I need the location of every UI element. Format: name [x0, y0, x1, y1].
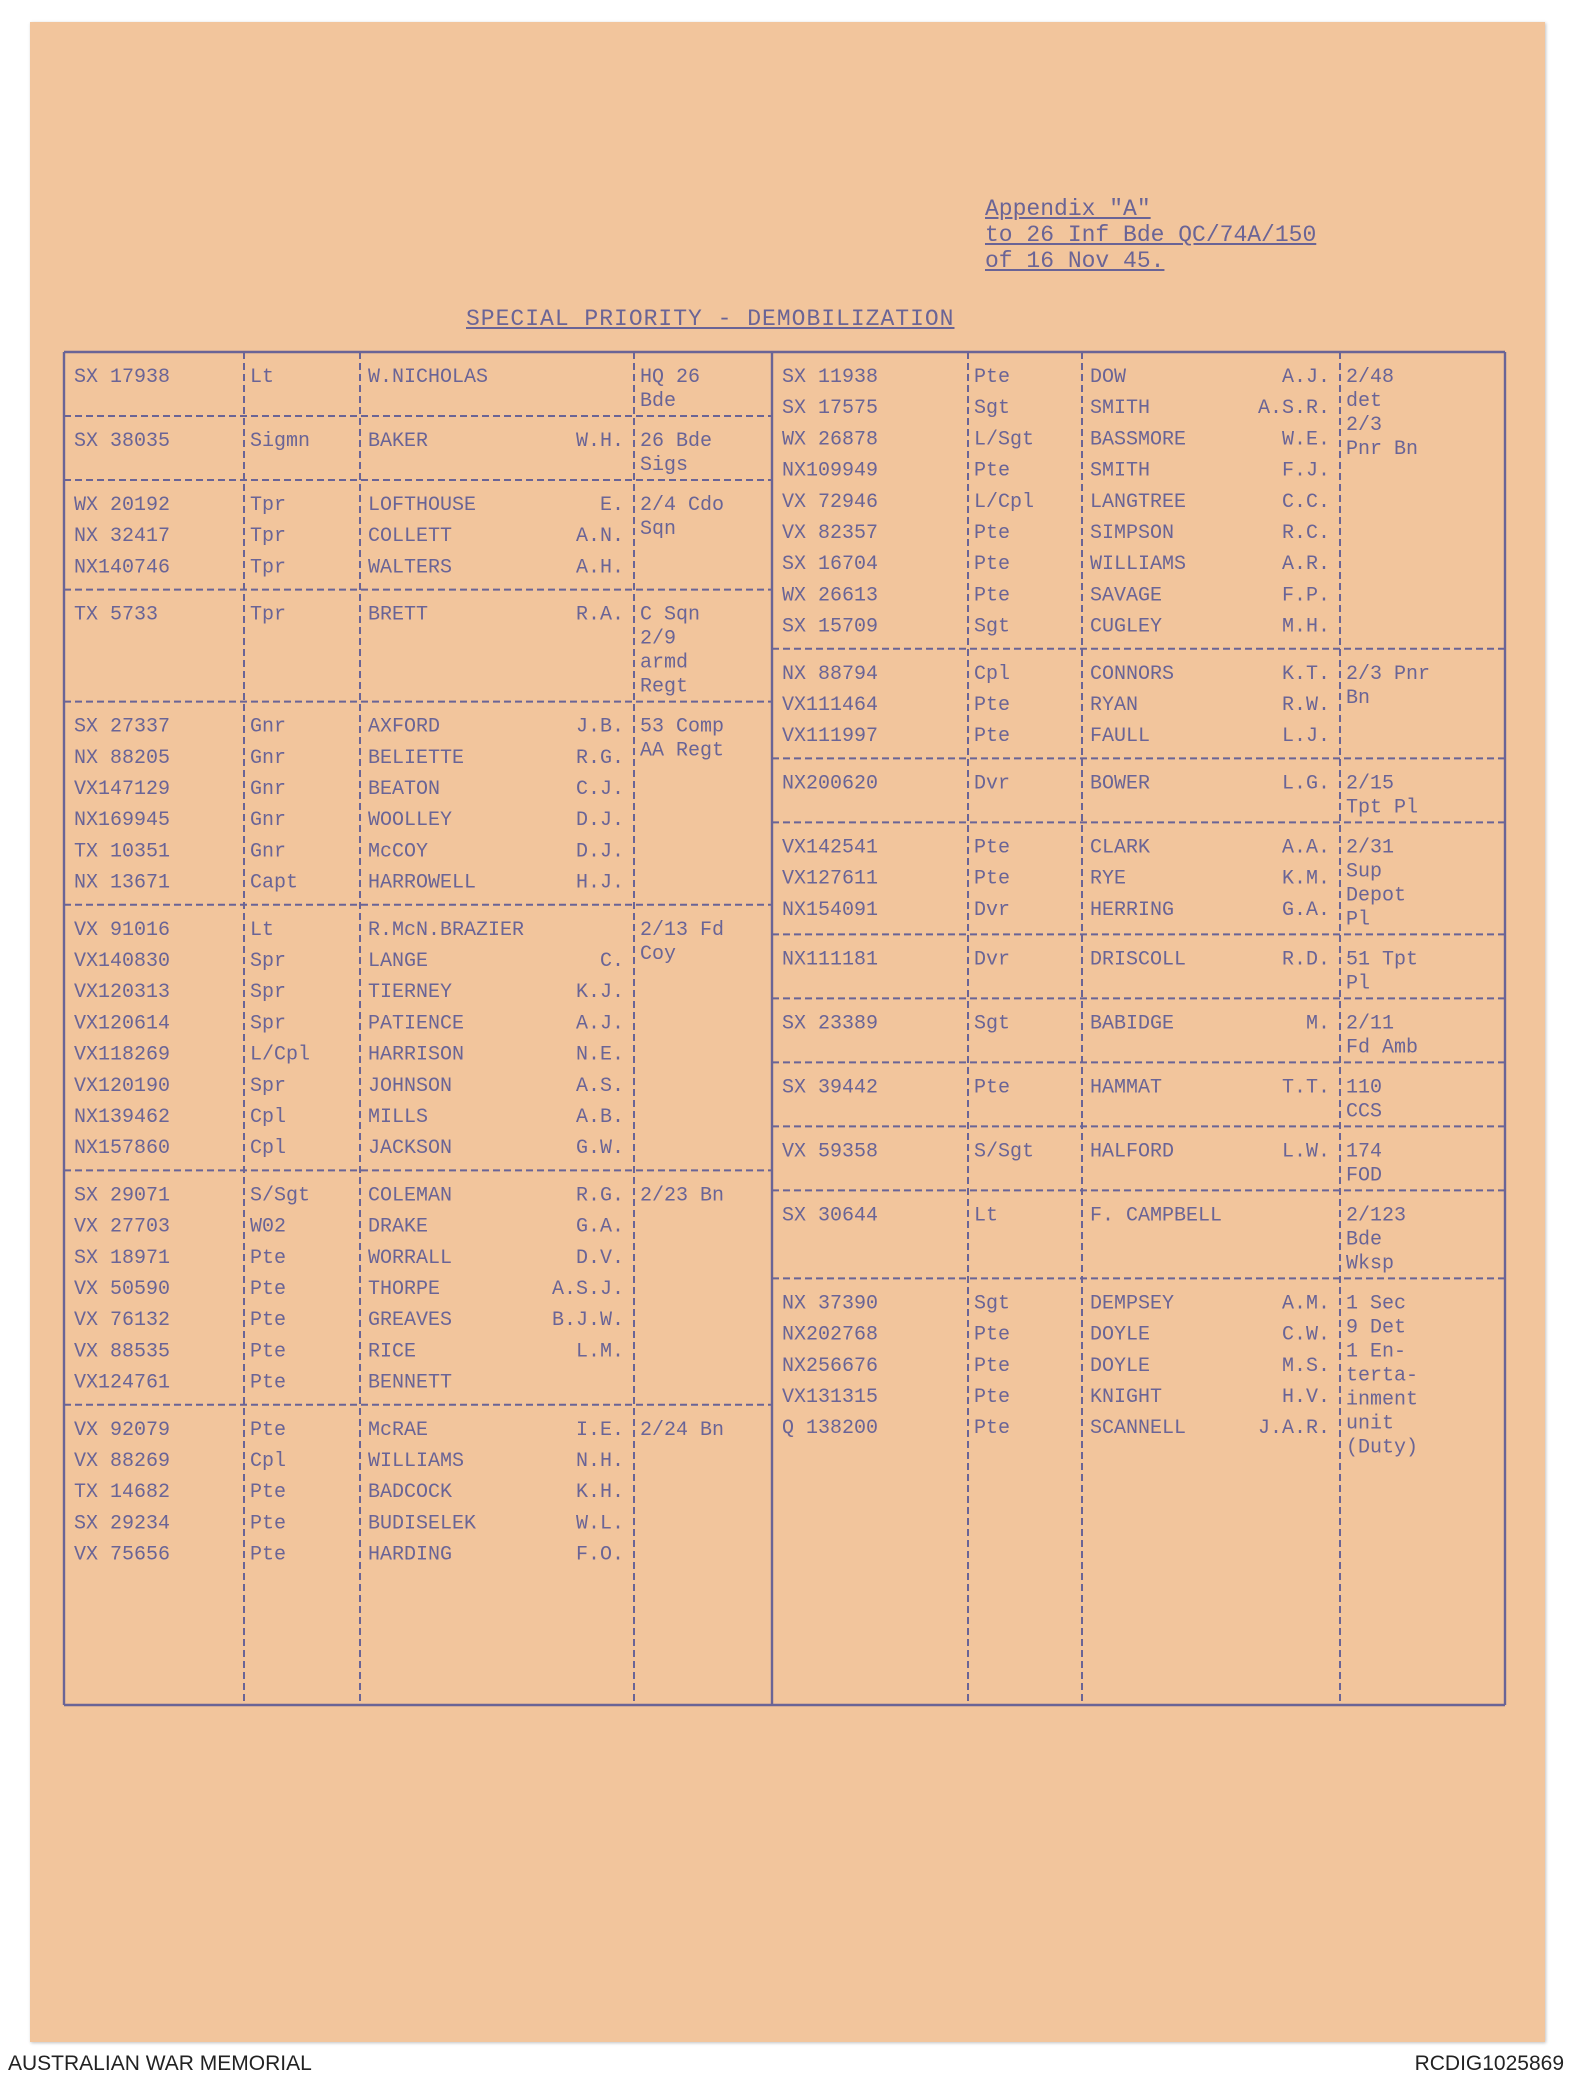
initials: R.D. — [1281, 948, 1330, 972]
initials: A.N. — [575, 525, 624, 549]
rank: L/Cpl — [974, 490, 1035, 514]
surname: COLLETT — [368, 525, 453, 549]
surname: WALTERS — [368, 556, 453, 580]
service-number: WX 20192 — [74, 494, 171, 517]
surname: JOHNSON — [368, 1074, 453, 1098]
surname: SIMPSON — [1090, 522, 1175, 545]
rank: Pte — [974, 1323, 1011, 1347]
unit-label: C Sqn — [640, 603, 701, 627]
rank: Pte — [974, 1354, 1011, 1378]
initials: R.A. — [575, 603, 624, 627]
surname: KNIGHT — [1090, 1386, 1163, 1409]
unit-label: Sqn — [640, 518, 677, 541]
service-number: WX 26878 — [782, 428, 879, 452]
surname: WORRALL — [368, 1246, 453, 1270]
rank: Lt — [250, 918, 275, 942]
surname: AXFORD — [368, 715, 441, 739]
rank: Cpl — [250, 1450, 287, 1473]
rank: Pte — [974, 836, 1011, 860]
initials: K.H. — [575, 1481, 624, 1505]
service-number: VX111997 — [782, 725, 879, 749]
service-number: NX 88205 — [74, 746, 171, 770]
unit-label: CCS — [1346, 1100, 1383, 1124]
service-number: VX131315 — [782, 1386, 879, 1409]
service-number: SX 11938 — [782, 366, 879, 389]
unit-label: armd — [640, 651, 689, 675]
unit-label: 2/11 — [1346, 1012, 1395, 1036]
surname: HARRISON — [368, 1043, 465, 1067]
service-number: Q 138200 — [782, 1417, 879, 1441]
unit-label: AA Regt — [640, 739, 725, 763]
initials: A.A. — [1281, 836, 1330, 860]
service-number: VX 50590 — [74, 1278, 171, 1301]
unit-label: 1 En- — [1346, 1340, 1407, 1364]
rank: Pte — [250, 1340, 287, 1364]
unit-label: 2/48 — [1346, 366, 1395, 389]
initials: K.T. — [1281, 662, 1330, 686]
rank: Sgt — [974, 1012, 1011, 1036]
initials: L.M. — [575, 1340, 624, 1364]
surname: JACKSON — [368, 1137, 453, 1161]
surname: W.NICHOLAS — [368, 366, 489, 389]
unit-label: 53 Comp — [640, 715, 725, 739]
unit-label: terta- — [1346, 1364, 1419, 1388]
service-number: SX 29234 — [74, 1512, 171, 1536]
unit-label: 1 Sec — [1346, 1292, 1407, 1316]
unit-label: Pl — [1346, 908, 1371, 932]
unit-label: 2/3 — [1346, 414, 1383, 437]
service-number: VX127611 — [782, 867, 879, 891]
surname: SAVAGE — [1090, 584, 1163, 608]
initials: W.L. — [575, 1512, 624, 1536]
unit-label: Pnr Bn — [1346, 438, 1419, 461]
rank: S/Sgt — [250, 1184, 311, 1208]
service-number: VX 75656 — [74, 1543, 171, 1567]
surname: RICE — [368, 1340, 417, 1364]
initials: G.A. — [575, 1215, 624, 1239]
appendix-line: Appendix "A" — [985, 196, 1151, 222]
service-number: SX 15709 — [782, 615, 879, 639]
initials: J.B. — [575, 715, 624, 739]
surname: BEATON — [368, 778, 441, 801]
unit-label: Sigs — [640, 454, 689, 477]
archive-footer — [0, 2048, 1572, 2081]
initials: W.E. — [1281, 428, 1330, 452]
surname: McCOY — [368, 840, 429, 864]
rank: Spr — [250, 1074, 287, 1098]
surname: SMITH — [1090, 397, 1151, 421]
surname: CONNORS — [1090, 662, 1175, 686]
unit-label: 2/23 Bn — [640, 1184, 725, 1208]
rank: Gnr — [250, 809, 287, 833]
service-number: SX 39442 — [782, 1076, 879, 1100]
rank: Pte — [250, 1418, 287, 1442]
unit-label: Coy — [640, 942, 677, 966]
footer-id: RCDIG1025869 — [1414, 2052, 1564, 2075]
unit-label: unit — [1346, 1412, 1395, 1436]
initials: D.J. — [575, 840, 624, 864]
surname: HALFORD — [1090, 1140, 1175, 1164]
footer-source: AUSTRALIAN WAR MEMORIAL — [8, 2052, 312, 2075]
service-number: VX 92079 — [74, 1418, 171, 1442]
rank: Pte — [974, 725, 1011, 749]
initials: N.E. — [575, 1043, 624, 1067]
initials: J.A.R. — [1257, 1417, 1330, 1441]
rank: Lt — [250, 366, 275, 389]
initials: G.A. — [1281, 898, 1330, 922]
unit-label: 2/15 — [1346, 772, 1395, 796]
initials: C.C. — [1281, 490, 1330, 514]
initials: I.E. — [575, 1418, 624, 1442]
rank: Spr — [250, 981, 287, 1005]
unit-label: 2/31 — [1346, 836, 1395, 860]
unit-label: 110 — [1346, 1076, 1383, 1100]
initials: A.M. — [1281, 1292, 1330, 1316]
surname: CLARK — [1090, 836, 1151, 860]
surname: BUDISELEK — [368, 1512, 477, 1536]
initials: F.P. — [1281, 584, 1330, 608]
unit-label: 2/9 — [640, 627, 677, 651]
surname: DEMPSEY — [1090, 1292, 1175, 1316]
rank: Pte — [974, 694, 1011, 717]
initials: B.J.W. — [551, 1309, 624, 1333]
rank: Tpr — [250, 525, 287, 549]
unit-label: Regt — [640, 675, 689, 699]
appendix-line: of 16 Nov 45. — [985, 248, 1165, 274]
unit-label: Tpt Pl — [1346, 796, 1419, 820]
initials: M.S. — [1281, 1354, 1330, 1378]
service-number: VX142541 — [782, 836, 879, 860]
initials: N.H. — [575, 1450, 624, 1473]
initials: A.S.R. — [1257, 397, 1330, 421]
service-number: TX 10351 — [74, 840, 171, 864]
surname: HARROWELL — [368, 871, 477, 895]
rank: Tpr — [250, 556, 287, 580]
rank: Pte — [974, 366, 1011, 389]
rank: Pte — [974, 1386, 1011, 1409]
rank: Gnr — [250, 715, 287, 739]
unit-label: Sup — [1346, 860, 1383, 884]
service-number: NX200620 — [782, 772, 879, 796]
rank: Spr — [250, 1012, 287, 1036]
service-number: VX 76132 — [74, 1309, 171, 1333]
service-number: SX 38035 — [74, 430, 171, 453]
rank: L/Cpl — [250, 1043, 311, 1067]
initials: A.J. — [1281, 366, 1330, 389]
initials: H.J. — [575, 871, 624, 895]
rank: Pte — [974, 1076, 1011, 1100]
service-number: VX118269 — [74, 1043, 171, 1067]
surname: BABIDGE — [1090, 1012, 1175, 1036]
surname: BENNETT — [368, 1371, 453, 1395]
initials: A.J. — [575, 1012, 624, 1036]
rank: Gnr — [250, 746, 287, 770]
surname: GREAVES — [368, 1309, 453, 1333]
rank: Pte — [250, 1246, 287, 1270]
unit-label: 2/3 Pnr — [1346, 662, 1431, 686]
surname: LOFTHOUSE — [368, 494, 477, 517]
rank: L/Sgt — [974, 428, 1035, 452]
service-number: NX 32417 — [74, 525, 171, 549]
surname: DRISCOLL — [1090, 948, 1187, 972]
appendix-line: to 26 Inf Bde QC/74A/150 — [985, 222, 1317, 248]
surname: BELIETTE — [368, 746, 465, 770]
surname: F. CAMPBELL — [1090, 1204, 1223, 1228]
initials: L.G. — [1281, 772, 1330, 796]
rank: Gnr — [250, 840, 287, 864]
service-number: VX111464 — [782, 694, 879, 717]
service-number: VX120614 — [74, 1012, 171, 1036]
surname: WOOLLEY — [368, 809, 453, 833]
surname: FAULL — [1090, 725, 1151, 749]
initials: G.W. — [575, 1137, 624, 1161]
unit-label: Bn — [1346, 686, 1371, 710]
unit-label: Fd Amb — [1346, 1036, 1419, 1060]
rank: Lt — [974, 1204, 999, 1228]
surname: RYE — [1090, 867, 1127, 891]
initials: W.H. — [575, 430, 624, 453]
rank: Pte — [974, 1417, 1011, 1441]
unit-label: Pl — [1346, 972, 1371, 996]
service-number: SX 17575 — [782, 397, 879, 421]
rank: Spr — [250, 950, 287, 973]
rank: Dvr — [974, 772, 1011, 796]
rank: S/Sgt — [974, 1140, 1035, 1164]
service-number: NX140746 — [74, 556, 171, 580]
initials: A.B. — [575, 1106, 624, 1129]
surname: MILLS — [368, 1106, 429, 1129]
service-number: NX111181 — [782, 948, 879, 972]
initials: R.G. — [575, 1184, 624, 1208]
surname: BADCOCK — [368, 1481, 453, 1505]
service-number: TX 5733 — [74, 603, 159, 627]
service-number: SX 27337 — [74, 715, 171, 739]
service-number: SX 17938 — [74, 366, 171, 389]
service-number: SX 16704 — [782, 553, 879, 577]
rank: Pte — [974, 459, 1011, 483]
unit-label: 2/24 Bn — [640, 1418, 725, 1442]
service-number: VX 91016 — [74, 918, 171, 942]
service-number: VX 82357 — [782, 522, 879, 545]
unit-label: Bde — [640, 390, 677, 413]
rank: Pte — [974, 584, 1011, 608]
rank: Capt — [250, 871, 299, 895]
initials: K.M. — [1281, 867, 1330, 891]
surname: WILLIAMS — [1090, 553, 1187, 577]
service-number: NX 88794 — [782, 662, 879, 686]
rank: Pte — [250, 1512, 287, 1536]
initials: A.H. — [575, 556, 624, 580]
surname: LANGTREE — [1090, 490, 1187, 514]
rank: Pte — [250, 1309, 287, 1333]
service-number: NX202768 — [782, 1323, 879, 1347]
initials: K.J. — [575, 981, 624, 1005]
rank: Sgt — [974, 615, 1011, 639]
rank: Gnr — [250, 778, 287, 801]
service-number: SX 23389 — [782, 1012, 879, 1036]
service-number: VX120190 — [74, 1074, 171, 1098]
service-number: VX120313 — [74, 981, 171, 1005]
service-number: SX 18971 — [74, 1246, 171, 1270]
unit-label: 2/123 — [1346, 1204, 1407, 1228]
surname: COLEMAN — [368, 1184, 453, 1208]
unit-label: 2/4 Cdo — [640, 494, 725, 517]
surname: HAMMAT — [1090, 1076, 1163, 1100]
initials: E. — [599, 494, 624, 517]
initials: D.J. — [575, 809, 624, 833]
service-number: VX 88535 — [74, 1340, 171, 1364]
initials: C. — [599, 950, 624, 973]
rank: Pte — [250, 1481, 287, 1505]
unit-label: inment — [1346, 1388, 1419, 1412]
service-number: VX 88269 — [74, 1450, 171, 1473]
surname: BAKER — [368, 430, 429, 453]
rank: Sgt — [974, 1292, 1011, 1316]
surname: CUGLEY — [1090, 615, 1163, 639]
surname: DOYLE — [1090, 1354, 1151, 1378]
service-number: VX 59358 — [782, 1140, 879, 1164]
service-number: NX256676 — [782, 1354, 879, 1378]
surname: RYAN — [1090, 694, 1139, 717]
initials: F.O. — [575, 1543, 624, 1567]
surname: THORPE — [368, 1278, 441, 1301]
initials: T.T. — [1281, 1076, 1330, 1100]
unit-label: 51 Tpt — [1346, 948, 1419, 972]
rank: Dvr — [974, 898, 1011, 922]
service-number: VX 27703 — [74, 1215, 171, 1239]
initials: M.H. — [1281, 615, 1330, 639]
service-number: NX139462 — [74, 1106, 171, 1129]
service-number: VX147129 — [74, 778, 171, 801]
service-number: SX 30644 — [782, 1204, 879, 1228]
rank: Tpr — [250, 494, 287, 517]
service-number: VX140830 — [74, 950, 171, 973]
service-number: NX169945 — [74, 809, 171, 833]
rank: W02 — [250, 1215, 287, 1239]
surname: BRETT — [368, 603, 429, 627]
service-number: NX154091 — [782, 898, 879, 922]
unit-label: Wksp — [1346, 1252, 1395, 1276]
surname: SCANNELL — [1090, 1417, 1187, 1441]
surname: WILLIAMS — [368, 1450, 465, 1473]
service-number: NX 13671 — [74, 871, 171, 895]
initials: R.C. — [1281, 522, 1330, 545]
initials: A.S.J. — [551, 1278, 624, 1301]
rank: Tpr — [250, 603, 287, 627]
unit-label: Bde — [1346, 1228, 1383, 1252]
table-cells — [74, 366, 1430, 1567]
rank: Pte — [250, 1278, 287, 1301]
surname: SMITH — [1090, 459, 1151, 483]
surname: McRAE — [368, 1418, 429, 1442]
initials: R.W. — [1281, 694, 1330, 717]
surname: PATIENCE — [368, 1012, 465, 1036]
rank: Dvr — [974, 948, 1011, 972]
rank: Pte — [250, 1371, 287, 1395]
initials: R.G. — [575, 746, 624, 770]
surname: HERRING — [1090, 898, 1175, 922]
unit-label: det — [1346, 390, 1383, 413]
surname: DRAKE — [368, 1215, 429, 1239]
rank: Pte — [974, 867, 1011, 891]
rank: Sigmn — [250, 430, 311, 453]
initials: M. — [1305, 1012, 1330, 1036]
surname: LANGE — [368, 950, 429, 973]
rank: Pte — [974, 553, 1011, 577]
rank: Cpl — [974, 662, 1011, 686]
surname: R.McN.BRAZIER — [368, 918, 525, 942]
initials: L.J. — [1281, 725, 1330, 749]
unit-label: FOD — [1346, 1164, 1383, 1188]
initials: L.W. — [1281, 1140, 1330, 1164]
unit-label: HQ 26 — [640, 366, 701, 389]
initials: D.V. — [575, 1246, 624, 1270]
rank: Cpl — [250, 1106, 287, 1129]
surname: BASSMORE — [1090, 428, 1187, 452]
service-number: VX124761 — [74, 1371, 171, 1395]
service-number: VX 72946 — [782, 490, 879, 514]
surname: BOWER — [1090, 772, 1151, 796]
rank: Pte — [974, 522, 1011, 545]
rank: Cpl — [250, 1137, 287, 1161]
surname: DOYLE — [1090, 1323, 1151, 1347]
service-number: NX 37390 — [782, 1292, 879, 1316]
service-number: SX 29071 — [74, 1184, 171, 1208]
unit-label: 26 Bde — [640, 430, 713, 453]
unit-label: 9 Det — [1346, 1316, 1407, 1340]
rank: Sgt — [974, 397, 1011, 421]
surname: DOW — [1090, 366, 1127, 389]
initials: H.V. — [1281, 1386, 1330, 1409]
initials: C.W. — [1281, 1323, 1330, 1347]
initials: A.S. — [575, 1074, 624, 1098]
surname: TIERNEY — [368, 981, 453, 1005]
service-number: NX157860 — [74, 1137, 171, 1161]
service-number: TX 14682 — [74, 1481, 171, 1505]
service-number: WX 26613 — [782, 584, 879, 608]
unit-label: 174 — [1346, 1140, 1383, 1164]
document-title: SPECIAL PRIORITY - DEMOBILIZATION — [466, 306, 955, 332]
rank: Pte — [250, 1543, 287, 1567]
unit-label: Depot — [1346, 884, 1407, 908]
initials: C.J. — [575, 778, 624, 801]
service-number: NX109949 — [782, 459, 879, 483]
surname: HARDING — [368, 1543, 453, 1567]
initials: F.J. — [1281, 459, 1330, 483]
unit-label: (Duty) — [1346, 1436, 1419, 1460]
initials: A.R. — [1281, 553, 1330, 577]
unit-label: 2/13 Fd — [640, 918, 725, 942]
